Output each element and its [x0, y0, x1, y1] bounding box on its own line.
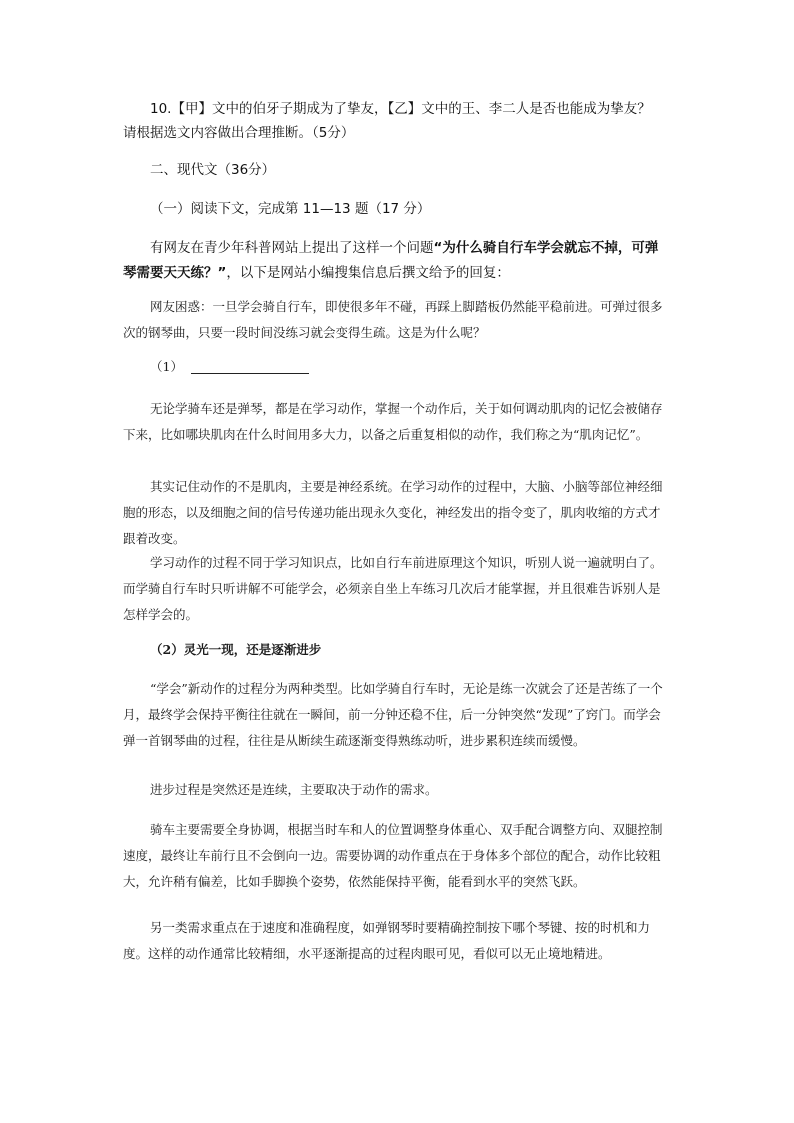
paragraph-2: 其实记住动作的不是肌肉，主要是神经系统。在学习动作的过程中，大脑、小脑等部位神经细胞的形态，以及细胞之间的信号传递功能出现永久变化，神经发出的指令变了，肌肉收缩的方式才跟着改变。 — [123, 479, 663, 546]
netizen-question: 网友困惑：一旦学会骑自行车，即使很多年不碰，再踩上脚踏板仍然能平稳前进。可弹过很多次的钢琴曲，只要一段时间没练习就会变得生疏。这是为什么呢？ — [123, 299, 663, 340]
intro-paragraph — [123, 236, 671, 286]
intro-bold-question: “为什么骑自行车学会就忘不掉，可弹琴需要天天练？” — [123, 240, 659, 281]
subheading-2: （2）灵光一现，还是逐渐进步 — [150, 642, 322, 657]
paragraph-3: 学习动作的过程不同于学习知识点，比如自行车前进原理这个知识，听别人说一遍就明白了。而学骑自行车时只听讲解不可能学会，必须亲自坐上车练习几次后才能掌握，并且很难告诉别人是怎样学会的。 — [123, 555, 663, 622]
paragraph-7: 另一类需求重点在于速度和准确程度，如弹钢琴时要精确控制按下哪个琴键、按的时机和力度。这样的动作通常比较精细，水平逐渐提高的过程肉眼可见，看似可以无止境地精进。 — [123, 920, 651, 961]
question-10 — [150, 97, 672, 122]
question-10-line1: 10.【甲】文中的伯牙子期成为了挚友，【乙】文中的王、李二人是否也能成为挚友？ — [150, 101, 651, 117]
question-10-line2: 请根据选文内容做出合理推断。（5分） — [123, 125, 355, 141]
intro-prefix: 有网友在青少年科普网站上提出了这样一个问题 — [150, 240, 434, 256]
question-10-cont — [123, 121, 671, 146]
subheading-1-label: （1） — [150, 359, 183, 374]
subheading-1 — [150, 354, 698, 380]
section-2-heading: 二、现代文（36分） — [150, 162, 276, 178]
paragraph-1: 无论学骑车还是弹琴，都是在学习动作，掌握一个动作后，关于如何调动肌肉的记忆会被储存下来，比如哪块肌肉在什么时间用多大力，以备之后重复相似的动作，我们称之为“肌肉记忆”。 — [123, 401, 663, 442]
paragraph-5: 进步过程是突然还是连续，主要取决于动作的需求。 — [150, 782, 438, 797]
paragraph-6: 骑车主要需要全身协调，根据当时车和人的位置调整身体重心、双手配合调整方向、双腿控制速度，最终让车前行且不会倒向一边。需要协调的动作重点在于身体多个部位的配合，动作比较粗大，允许稍有偏差，比如手脚换个姿势，依然能保持平衡，能看到水平的突然飞跃。 — [123, 822, 663, 889]
part-1-heading: （一）阅读下文，完成第 11—13 题（17 分） — [150, 201, 431, 217]
answer-blank[interactable] — [191, 359, 309, 374]
paragraph-4: “学会”新动作的过程分为两种类型。比如学骑自行车时，无论是练一次就会了还是苦练了一个月，最终学会保持平衡往往就在一瞬间，前一分钟还稳不住，后一分钟突然“发现”了窍门。而学会弹一首钢琴曲的过程，往往是从断续生疏逐渐变得熟练动听，进步累积连续而缓慢。 — [123, 681, 663, 748]
intro-suffix: ，以下是网站小编搜集信息后撰文给予的回复： — [226, 265, 510, 281]
